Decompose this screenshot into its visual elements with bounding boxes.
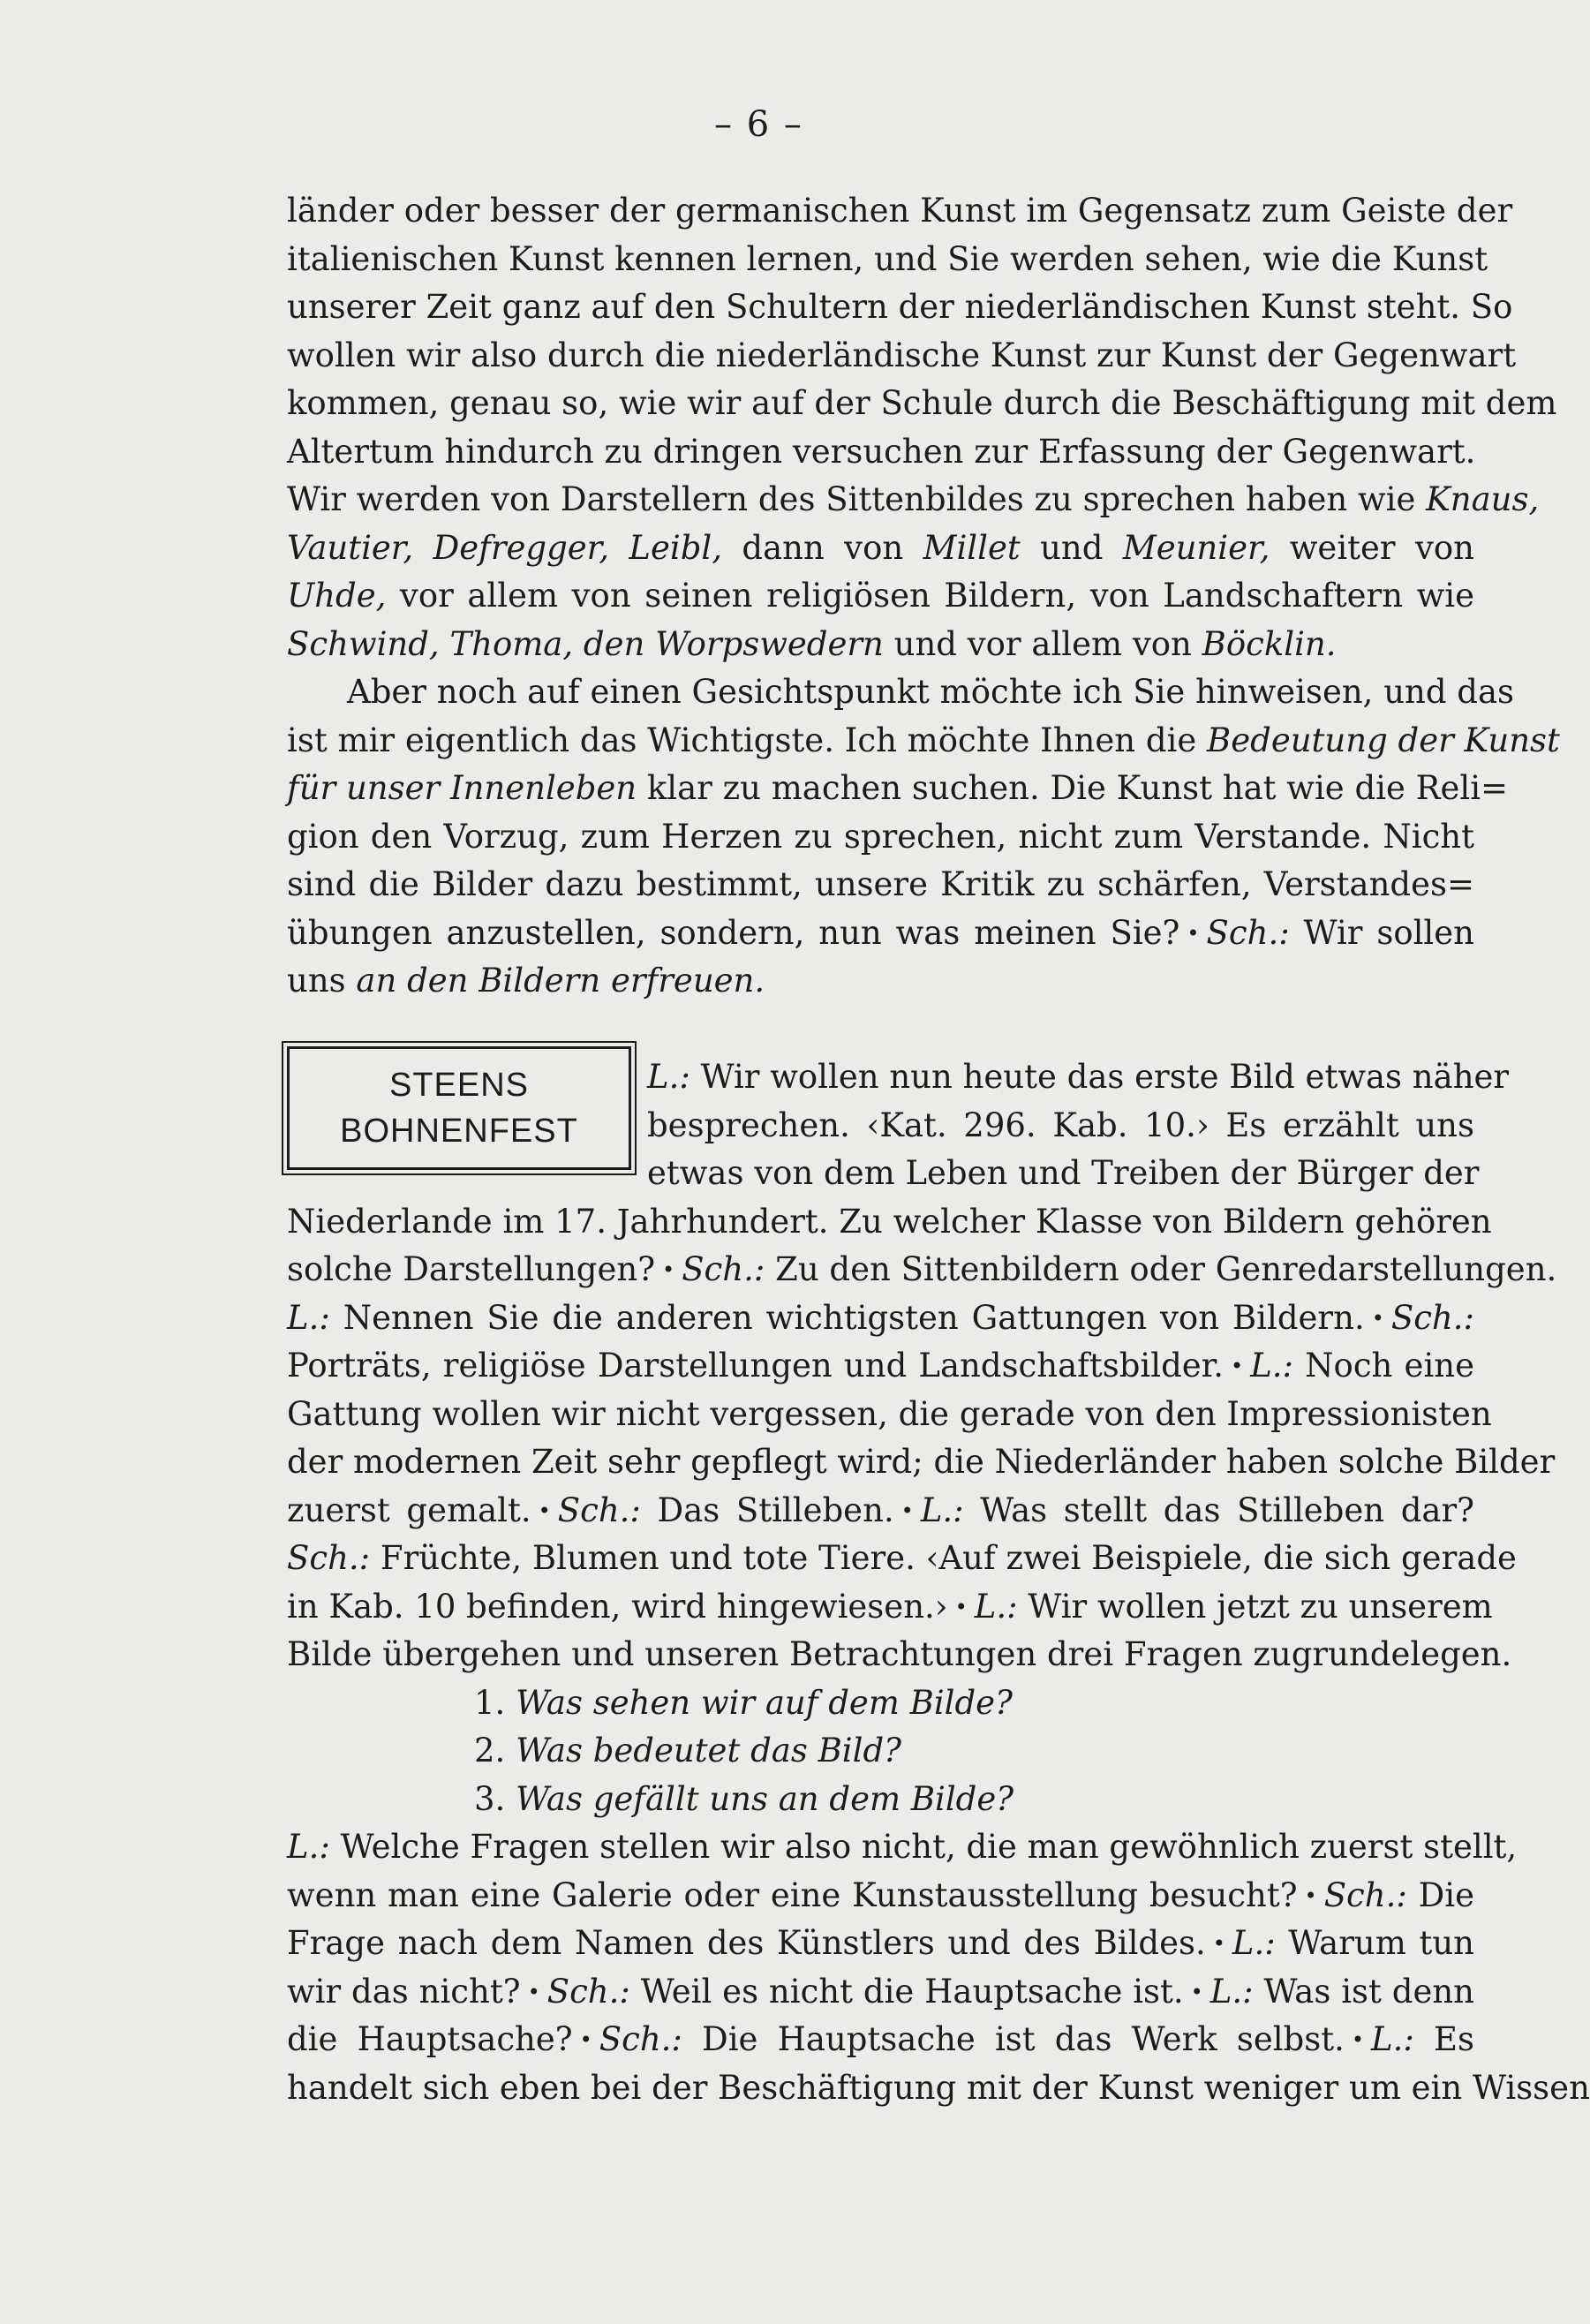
speaker-label: L.:	[287, 1828, 330, 1866]
artist-name: Meunier,	[1122, 528, 1270, 567]
text-span: Zu den Sittenbildern oder Genredarstellungen.	[765, 1250, 1557, 1288]
text-line	[287, 1968, 1474, 2017]
text-span: solche Darstellungen?	[287, 1250, 656, 1288]
text-span: vor allem von seinen religiösen Bildern, von Landschaftern wie	[386, 577, 1474, 615]
text-span: Frage nach dem Namen des Künstlers und des Bildes.	[287, 1924, 1206, 1962]
separator-dot: •	[1212, 1931, 1225, 1956]
emphasis: für unser Innenleben	[287, 769, 637, 807]
text-line	[287, 1535, 1517, 1583]
text-line	[287, 332, 1517, 381]
question-text: Was gefällt uns an dem Bilde?	[516, 1779, 1014, 1818]
text-line	[287, 572, 1474, 621]
text-span: der modernen Zeit sehr gepflegt wird; die Niederländer haben solche Bilder	[287, 1443, 1556, 1481]
artist-name: Vautier, Defregger, Leibl,	[287, 528, 723, 567]
text-line	[287, 1583, 1493, 1632]
text-span: Noch eine	[1293, 1347, 1475, 1385]
speaker-label: Sch.:	[1323, 1875, 1407, 1914]
text-line	[287, 1246, 1557, 1294]
emphasis: an den Bildern erfreuen.	[356, 962, 765, 1000]
speaker-label: Sch.:	[1390, 1298, 1474, 1337]
separator-dot: •	[1231, 1354, 1244, 1378]
caption-line-2: BOHNENFEST	[340, 1113, 578, 1150]
text-line	[287, 957, 1474, 1006]
text-line	[287, 621, 1474, 669]
text-span: gion den Vorzug, zum Herzen zu sprechen, nicht zum Verstande. Nicht	[287, 817, 1474, 856]
text-span: Wir sollen	[1289, 913, 1474, 952]
text-line	[287, 861, 1474, 909]
text-line	[287, 765, 1509, 813]
text-span: wenn man eine Galerie oder eine Kunstausstellung besucht?	[287, 1875, 1298, 1914]
text-span: Nennen Sie die anderen wichtigsten Gattungen von Bildern.	[329, 1298, 1365, 1337]
text-line	[647, 1102, 1474, 1151]
text-line	[287, 1391, 1492, 1439]
text-span: Warum tun	[1275, 1924, 1474, 1962]
separator-dot: •	[1187, 920, 1200, 946]
text-line	[287, 1823, 1518, 1872]
separator-dot: •	[1304, 1883, 1317, 1908]
speaker-label: L.:	[1250, 1347, 1294, 1385]
separator-dot: •	[1351, 2027, 1365, 2052]
separator-dot: •	[662, 1257, 675, 1282]
text-span: länder oder besser der germanischen Kunst im Gegensatz zum Geiste der	[287, 192, 1513, 230]
text-line-spacer	[287, 1006, 1474, 1054]
text-line	[647, 1150, 1480, 1198]
text-span: Das Stilleben.	[640, 1490, 894, 1529]
text-span: Niederlande im 17. Jahrhundert. Zu welcher Klasse von Bildern gehören	[287, 1202, 1492, 1241]
text-span: Gattung wollen wir nicht vergessen, die gerade von den Impressionisten	[287, 1394, 1492, 1433]
question-text: Was sehen wir auf dem Bilde?	[516, 1683, 1013, 1722]
text-span: handelt sich eben bei der Beschäftigung mit der Kunst weniger um ein Wissen	[287, 2068, 1590, 2107]
text-span: besprechen. ‹Kat. 296. Kab. 10.› Es erzählt uns	[647, 1105, 1474, 1144]
text-line	[287, 476, 1540, 524]
text-line	[287, 1342, 1474, 1391]
text-line	[287, 187, 1513, 236]
text-span: die Hauptsache?	[287, 2020, 573, 2058]
text-line	[287, 283, 1513, 332]
question-item	[287, 1776, 1474, 1824]
text-span: dann von	[722, 528, 923, 567]
speaker-label: L.:	[1371, 2020, 1414, 2058]
text-span: übungen anzustellen, sondern, nun was meinen Sie?	[287, 913, 1180, 952]
speaker-label: Sch.:	[599, 2020, 682, 2058]
text-span: Porträts, religiöse Darstellungen und Landschaftsbilder.	[287, 1347, 1225, 1385]
separator-dot: •	[527, 1979, 540, 2004]
text-line	[287, 1872, 1474, 1920]
text-span: klar zu machen suchen. Die Kunst hat wie die Reli=	[637, 769, 1509, 807]
text-span: in Kab. 10 befinden, wird hingewiesen.›	[287, 1587, 948, 1626]
speaker-label: Sch.:	[682, 1250, 765, 1288]
text-line	[287, 2064, 1590, 2113]
artist-name: Uhde,	[287, 577, 387, 615]
text-span: Wir wollen nun heute das erste Bild etwas näher	[690, 1058, 1510, 1096]
question-item	[287, 1679, 1474, 1728]
text-span: Wir wollen jetzt zu unserem	[1017, 1587, 1493, 1626]
separator-dot: •	[1371, 1305, 1384, 1331]
separator-dot: •	[900, 1498, 914, 1523]
artist-name: Böcklin.	[1202, 624, 1337, 663]
text-span: wir das nicht?	[287, 1972, 521, 2011]
text-span: zuerst gemalt.	[287, 1490, 531, 1529]
text-span: kommen, genau so, wie wir auf der Schule durch die Beschäftigung mit dem	[287, 384, 1557, 422]
text-line	[287, 668, 1515, 717]
speaker-label: Sch.:	[1206, 913, 1290, 952]
text-line	[287, 2016, 1474, 2064]
separator-dot: •	[579, 2027, 592, 2052]
text-line	[287, 1631, 1512, 1679]
separator-dot: •	[538, 1498, 551, 1523]
question-number: 2.	[474, 1732, 516, 1769]
page-number: – 6 –	[714, 104, 803, 145]
text-span: und	[1020, 528, 1123, 567]
text-span: Wir werden von Darstellern des Sittenbildes zu sprechen haben wie	[287, 480, 1427, 518]
text-span: Was stellt das Stilleben dar?	[963, 1490, 1474, 1529]
text-span: Altertum hindurch zu dringen versuchen zur Erfassung der Gegenwart.	[287, 432, 1476, 471]
text-line	[287, 1438, 1556, 1487]
speaker-label: Sch.:	[546, 1972, 630, 2011]
text-line	[287, 1294, 1474, 1343]
caption-line-1: STEENS	[388, 1067, 530, 1104]
text-line	[647, 1053, 1510, 1102]
text-line	[287, 524, 1474, 573]
text-line	[287, 717, 1560, 766]
speaker-label: Sch.:	[287, 1539, 371, 1577]
question-number: 3.	[474, 1779, 516, 1818]
text-line	[287, 1198, 1492, 1247]
text-span: uns	[287, 962, 357, 1000]
body-text	[287, 187, 1590, 2112]
text-line	[287, 428, 1474, 477]
text-span: sind die Bilder dazu bestimmt, unsere Kritik zu schärfen, Verstandes=	[287, 865, 1474, 903]
text-line	[287, 813, 1474, 862]
text-line	[287, 236, 1488, 284]
speaker-label: Sch.:	[557, 1490, 641, 1529]
question-number: 1.	[474, 1683, 516, 1722]
speaker-label: L.:	[647, 1058, 690, 1096]
text-span: und vor allem von	[883, 624, 1202, 663]
speaker-label: L.:	[1232, 1924, 1276, 1962]
text-span: Die	[1406, 1875, 1475, 1914]
separator-dot: •	[1190, 1979, 1203, 2004]
text-span: Bilde übergehen und unseren Betrachtungen drei Fragen zugrundelegen.	[287, 1635, 1512, 1673]
speaker-label: L.:	[974, 1587, 1018, 1626]
text-span: Was ist denn	[1253, 1972, 1474, 2011]
speaker-label: L.:	[1209, 1972, 1254, 2011]
question-text: Was bedeutet das Bild?	[516, 1732, 901, 1769]
artist-name: Millet	[923, 528, 1021, 567]
speaker-label: L.:	[920, 1490, 964, 1529]
text-span: Weil es nicht die Hauptsache ist.	[629, 1972, 1184, 2011]
text-span: etwas von dem Leben und Treiben der Bürger der	[647, 1154, 1480, 1192]
text-line	[287, 1920, 1474, 1968]
text-span: wollen wir also durch die niederländische Kunst zur Kunst der Gegenwart	[287, 336, 1517, 374]
text-span: Früchte, Blumen und tote Tiere. ‹Auf zwei Beispiele, die sich gerade	[370, 1539, 1517, 1577]
question-item	[287, 1727, 1474, 1776]
separator-dot: •	[954, 1594, 968, 1619]
text-span: Es	[1413, 2020, 1474, 2058]
text-span: Die Hauptsache ist das Werk selbst.	[682, 2020, 1345, 2058]
artist-name: Knaus,	[1426, 480, 1540, 518]
text-span: Aber noch auf einen Gesichtspunkt möchte ich Sie hinweisen, und das	[347, 673, 1515, 711]
emphasis: Bedeutung der Kunst	[1207, 721, 1560, 759]
text-line	[287, 380, 1557, 428]
text-span: weiter von	[1270, 528, 1474, 567]
text-line	[287, 1487, 1474, 1536]
artist-name: Schwind, Thoma, den Worpswedern	[287, 624, 884, 663]
text-line	[287, 909, 1474, 958]
speaker-label: L.:	[287, 1298, 330, 1337]
text-span: italienischen Kunst kennen lernen, und Sie werden sehen, wie die Kunst	[287, 239, 1488, 278]
text-span: Welche Fragen stellen wir also nicht, die man gewöhnlich zuerst stellt,	[329, 1828, 1518, 1866]
text-span: ist mir eigentlich das Wichtigste. Ich möchte Ihnen die	[287, 721, 1208, 759]
text-span: unserer Zeit ganz auf den Schultern der niederländischen Kunst steht. So	[287, 288, 1513, 326]
